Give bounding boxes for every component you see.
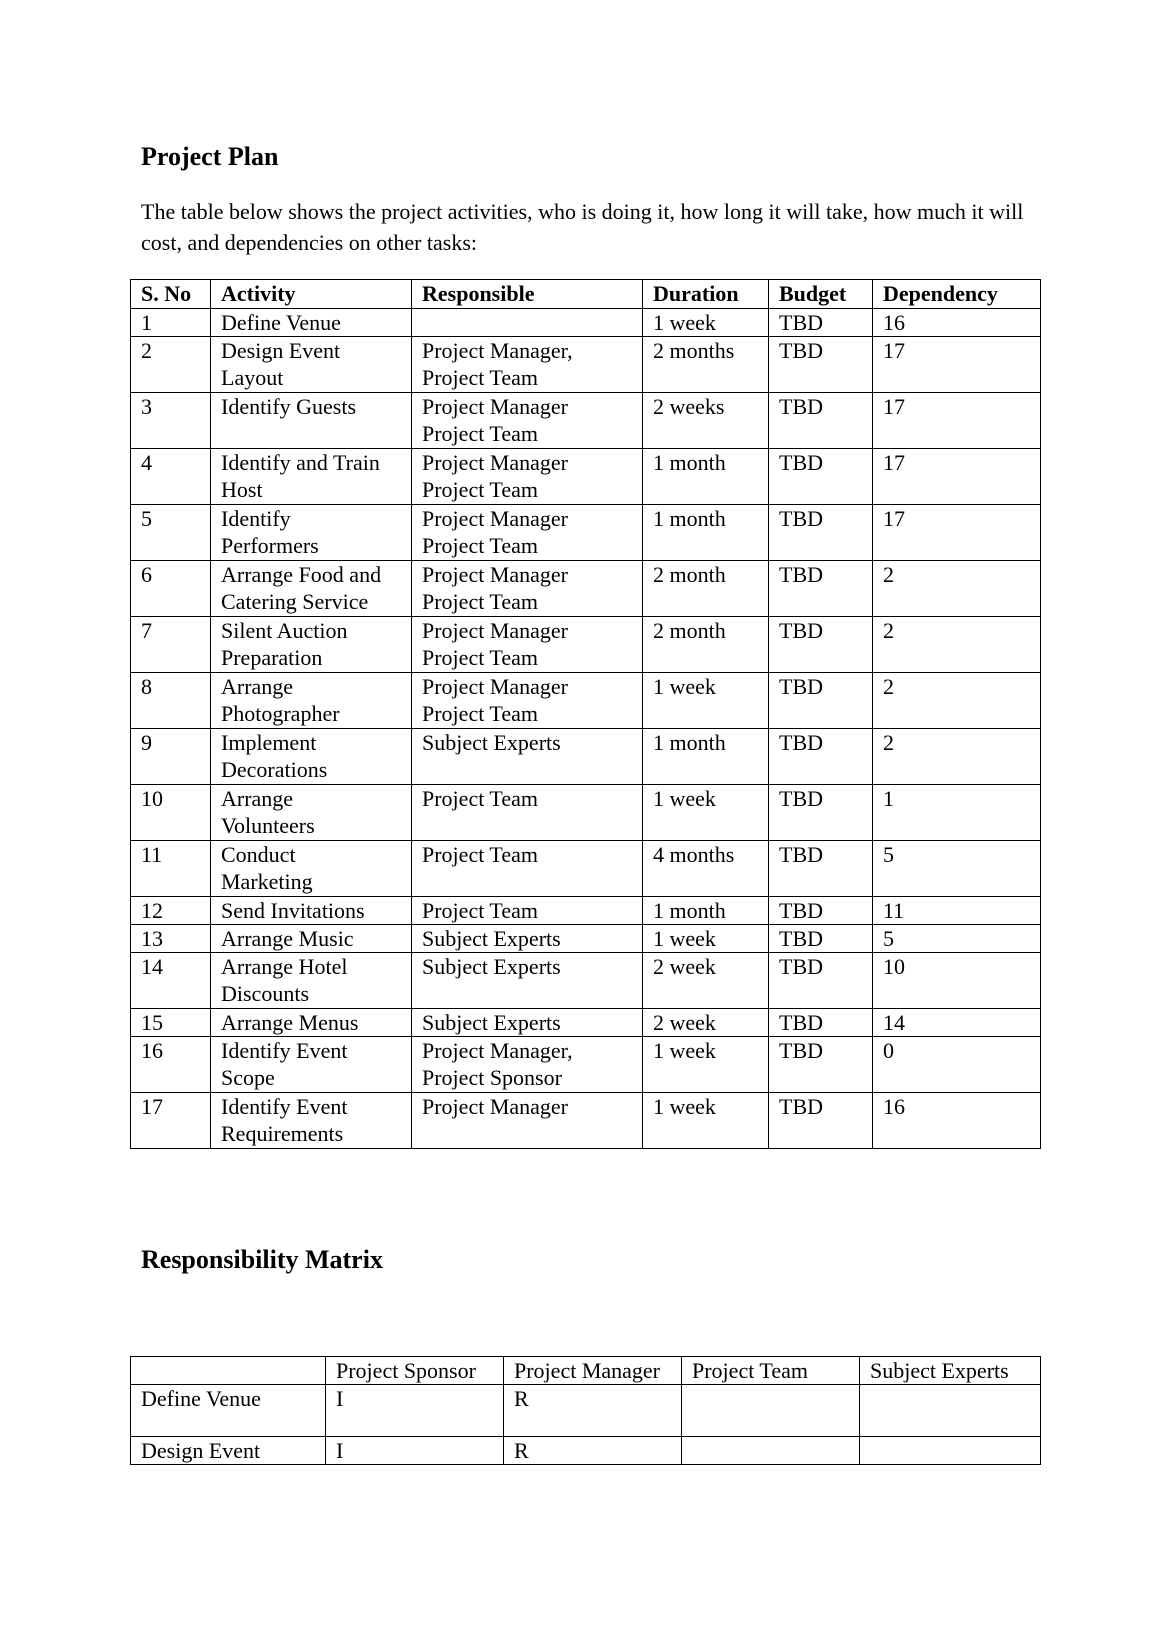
matrix-cell-experts — [860, 1437, 1041, 1465]
cell-duration: 1 week — [643, 785, 769, 841]
cell-responsible: Project Team — [412, 841, 643, 897]
cell-duration: 1 month — [643, 897, 769, 925]
plan-title: Project Plan — [141, 142, 279, 171]
cell-sno: 9 — [131, 729, 211, 785]
cell-responsible: Subject Experts — [412, 729, 643, 785]
cell-budget: TBD — [769, 1093, 873, 1149]
cell-duration: 2 month — [643, 617, 769, 673]
cell-sno: 16 — [131, 1037, 211, 1093]
cell-activity: Implement Decorations — [211, 729, 412, 785]
cell-sno: 7 — [131, 617, 211, 673]
header-activity: Activity — [211, 280, 412, 309]
cell-dependency: 0 — [873, 1037, 1041, 1093]
cell-responsible: Project Manager — [412, 1093, 643, 1149]
cell-dependency: 2 — [873, 729, 1041, 785]
cell-responsible: Subject Experts — [412, 953, 643, 1009]
matrix-cell-task: Define Venue — [131, 1385, 326, 1437]
cell-responsible — [412, 309, 643, 337]
table-row — [131, 953, 1041, 1009]
cell-dependency: 2 — [873, 561, 1041, 617]
cell-duration: 2 weeks — [643, 393, 769, 449]
cell-budget: TBD — [769, 561, 873, 617]
matrix-title: Responsibility Matrix — [141, 1245, 383, 1274]
table-row — [131, 337, 1041, 393]
matrix-row — [131, 1437, 1041, 1465]
table-row — [131, 449, 1041, 505]
cell-dependency: 14 — [873, 1009, 1041, 1037]
matrix-header-manager: Project Manager — [504, 1357, 682, 1385]
cell-activity: Arrange Photographer — [211, 673, 412, 729]
cell-responsible: Subject Experts — [412, 925, 643, 953]
cell-budget: TBD — [769, 505, 873, 561]
matrix-cell-team — [682, 1385, 860, 1437]
cell-dependency: 1 — [873, 785, 1041, 841]
cell-budget: TBD — [769, 393, 873, 449]
table-row — [131, 785, 1041, 841]
cell-duration: 4 months — [643, 841, 769, 897]
cell-sno: 17 — [131, 1093, 211, 1149]
plan-intro: The table below shows the project activities, who is doing it, how long it will take, how much it will cost, and dependencies on other tasks: — [141, 199, 1024, 255]
cell-dependency: 5 — [873, 841, 1041, 897]
cell-sno: 6 — [131, 561, 211, 617]
cell-budget: TBD — [769, 953, 873, 1009]
cell-dependency: 2 — [873, 617, 1041, 673]
cell-duration: 1 week — [643, 1093, 769, 1149]
cell-duration: 1 week — [643, 1037, 769, 1093]
cell-activity: Arrange Hotel Discounts — [211, 953, 412, 1009]
cell-responsible: Project Manager Project Team — [412, 505, 643, 561]
cell-dependency: 11 — [873, 897, 1041, 925]
cell-dependency: 5 — [873, 925, 1041, 953]
cell-dependency: 2 — [873, 673, 1041, 729]
matrix-cell-manager: R — [504, 1437, 682, 1465]
cell-responsible: Subject Experts — [412, 1009, 643, 1037]
table-header-row — [131, 280, 1041, 309]
cell-budget: TBD — [769, 841, 873, 897]
cell-responsible: Project Team — [412, 785, 643, 841]
table-row — [131, 505, 1041, 561]
cell-sno: 1 — [131, 309, 211, 337]
matrix-cell-experts — [860, 1385, 1041, 1437]
cell-duration: 1 month — [643, 505, 769, 561]
matrix-header-team: Project Team — [682, 1357, 860, 1385]
cell-sno: 5 — [131, 505, 211, 561]
header-dependency: Dependency — [873, 280, 1041, 309]
cell-activity: Identify Event Scope — [211, 1037, 412, 1093]
matrix-row — [131, 1385, 1041, 1437]
matrix-header-experts: Subject Experts — [860, 1357, 1041, 1385]
cell-responsible: Project Manager Project Team — [412, 673, 643, 729]
cell-sno: 2 — [131, 337, 211, 393]
cell-sno: 3 — [131, 393, 211, 449]
cell-activity: Conduct Marketing — [211, 841, 412, 897]
table-row — [131, 925, 1041, 953]
cell-activity: Identify and Train Host — [211, 449, 412, 505]
responsibility-matrix-table — [130, 1356, 1041, 1465]
matrix-header-sponsor: Project Sponsor — [326, 1357, 504, 1385]
matrix-cell-manager: R — [504, 1385, 682, 1437]
cell-duration: 2 months — [643, 337, 769, 393]
header-duration: Duration — [643, 280, 769, 309]
table-row — [131, 729, 1041, 785]
cell-budget: TBD — [769, 673, 873, 729]
cell-duration: 1 week — [643, 925, 769, 953]
cell-activity: Identify Event Requirements — [211, 1093, 412, 1149]
cell-activity: Design Event Layout — [211, 337, 412, 393]
cell-sno: 15 — [131, 1009, 211, 1037]
cell-dependency: 17 — [873, 337, 1041, 393]
cell-dependency: 10 — [873, 953, 1041, 1009]
cell-activity: Identify Performers — [211, 505, 412, 561]
cell-sno: 4 — [131, 449, 211, 505]
cell-budget: TBD — [769, 925, 873, 953]
table-row — [131, 617, 1041, 673]
cell-duration: 1 month — [643, 729, 769, 785]
cell-sno: 12 — [131, 897, 211, 925]
cell-budget: TBD — [769, 449, 873, 505]
cell-responsible: Project Manager, Project Team — [412, 337, 643, 393]
cell-activity: Arrange Menus — [211, 1009, 412, 1037]
cell-activity: Arrange Food and Catering Service — [211, 561, 412, 617]
cell-budget: TBD — [769, 729, 873, 785]
cell-dependency: 17 — [873, 393, 1041, 449]
cell-duration: 2 month — [643, 561, 769, 617]
matrix-cell-sponsor: I — [326, 1437, 504, 1465]
cell-duration: 1 week — [643, 673, 769, 729]
cell-sno: 13 — [131, 925, 211, 953]
matrix-cell-sponsor: I — [326, 1385, 504, 1437]
cell-duration: 1 week — [643, 309, 769, 337]
cell-sno: 10 — [131, 785, 211, 841]
cell-dependency: 16 — [873, 309, 1041, 337]
cell-budget: TBD — [769, 1037, 873, 1093]
cell-budget: TBD — [769, 337, 873, 393]
matrix-header-row — [131, 1357, 1041, 1385]
header-sno: S. No — [131, 280, 211, 309]
cell-budget: TBD — [769, 1009, 873, 1037]
table-row — [131, 561, 1041, 617]
project-plan-table — [130, 279, 1041, 1149]
cell-dependency: 17 — [873, 505, 1041, 561]
cell-duration: 2 week — [643, 1009, 769, 1037]
cell-duration: 1 month — [643, 449, 769, 505]
cell-activity: Identify Guests — [211, 393, 412, 449]
cell-duration: 2 week — [643, 953, 769, 1009]
cell-sno: 8 — [131, 673, 211, 729]
cell-responsible: Project Manager Project Team — [412, 561, 643, 617]
matrix-cell-task: Design Event — [131, 1437, 326, 1465]
cell-activity: Arrange Volunteers — [211, 785, 412, 841]
table-row — [131, 1093, 1041, 1149]
cell-dependency: 17 — [873, 449, 1041, 505]
cell-responsible: Project Manager Project Team — [412, 617, 643, 673]
cell-sno: 11 — [131, 841, 211, 897]
cell-activity: Send Invitations — [211, 897, 412, 925]
matrix-header-blank — [131, 1357, 326, 1385]
cell-budget: TBD — [769, 785, 873, 841]
cell-activity: Arrange Music — [211, 925, 412, 953]
cell-activity: Silent Auction Preparation — [211, 617, 412, 673]
cell-dependency: 16 — [873, 1093, 1041, 1149]
header-budget: Budget — [769, 280, 873, 309]
cell-responsible: Project Team — [412, 897, 643, 925]
table-row — [131, 309, 1041, 337]
table-row — [131, 841, 1041, 897]
cell-budget: TBD — [769, 309, 873, 337]
table-row — [131, 1037, 1041, 1093]
table-row — [131, 673, 1041, 729]
cell-responsible: Project Manager, Project Sponsor — [412, 1037, 643, 1093]
table-row — [131, 1009, 1041, 1037]
cell-budget: TBD — [769, 617, 873, 673]
cell-activity: Define Venue — [211, 309, 412, 337]
cell-responsible: Project Manager Project Team — [412, 449, 643, 505]
cell-sno: 14 — [131, 953, 211, 1009]
table-row — [131, 393, 1041, 449]
matrix-cell-team — [682, 1437, 860, 1465]
cell-budget: TBD — [769, 897, 873, 925]
table-row — [131, 897, 1041, 925]
header-responsible: Responsible — [412, 280, 643, 309]
cell-responsible: Project Manager Project Team — [412, 393, 643, 449]
